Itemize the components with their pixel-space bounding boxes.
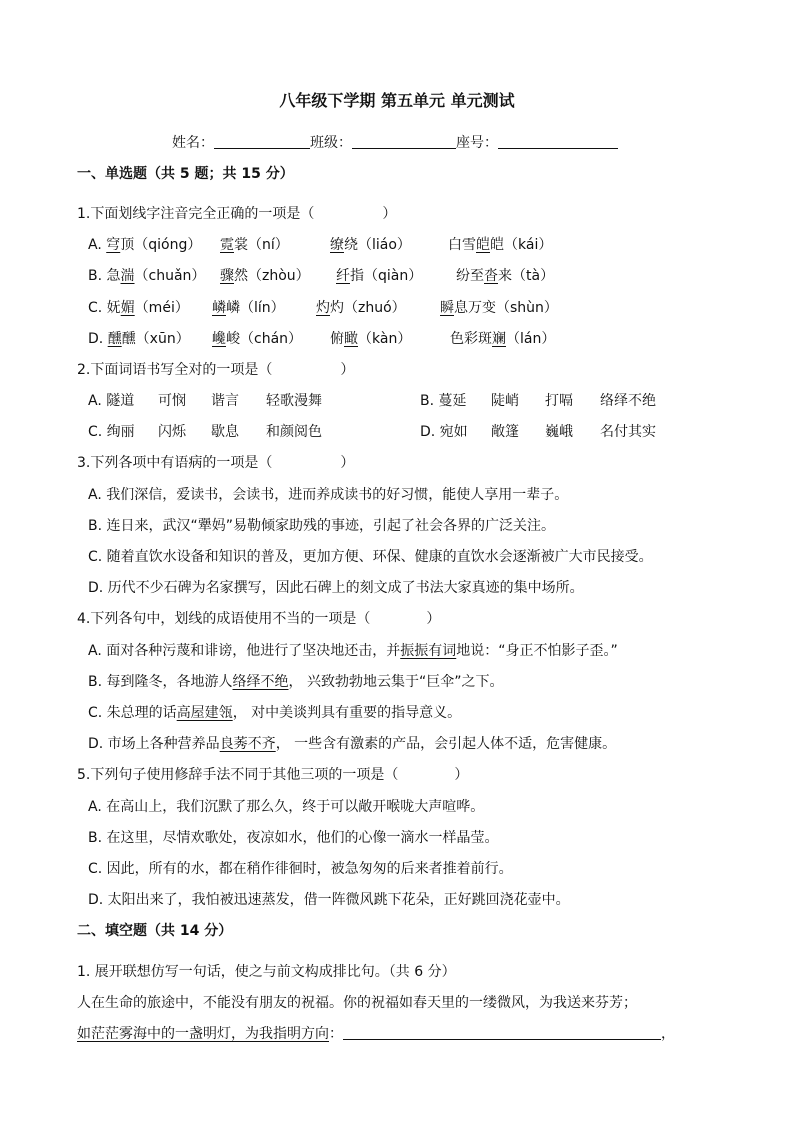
seat-blank[interactable]	[498, 134, 618, 149]
q1-a-2: 霓裳（ní）	[220, 237, 289, 253]
q3-stem: 3.下列各项中有语病的一项是（ ）	[77, 455, 355, 471]
q1-a-1: A. 穹顶（qióng）	[88, 237, 202, 253]
q2-word: 打嗝	[545, 393, 573, 409]
q2-word: 敞篷	[491, 424, 519, 440]
q2-stem: 2.下面词语书写全对的一项是（ ）	[77, 362, 355, 378]
q2-word: 可悯	[158, 393, 186, 409]
name-blank[interactable]	[214, 134, 310, 149]
section-1-heading: 一、单选题（共 5 题；共 15 分）	[77, 166, 294, 182]
q1-c-4: 瞬息万变（shùn）	[440, 300, 558, 316]
fill-q1-answer-blank[interactable]	[343, 1025, 661, 1040]
q2-word: 歇息	[211, 424, 239, 440]
q3-option-d: D. 历代不少石碑为名家撰写，因此石碑上的刻文成了书法大家真迹的集中场所。	[88, 580, 584, 596]
student-info	[172, 132, 618, 152]
q1-d-1: D. 醺醺（xūn）	[88, 331, 190, 347]
q4-stem: 4.下列各句中，划线的成语使用不当的一项是（ ）	[77, 611, 441, 627]
q5-option-a: A. 在高山上，我们沉默了那么久，终于可以敞开喉咙大声喧哗。	[88, 799, 485, 815]
q4-option-d: D. 市场上各种营养品良莠不齐， 一些含有激素的产品，会引起人体不适，危害健康。	[88, 736, 617, 752]
q3-option-a: A. 我们深信，爱读书，会读书，进而养成读书的好习惯，能使人享用一辈子。	[88, 487, 569, 503]
q3-option-b: B. 连日来，武汉“犟妈”易勒倾家助残的事迹，引起了社会各界的广泛关注。	[88, 518, 556, 534]
q5-stem: 5.下列句子使用修辞手法不同于其他三项的一项是（ ）	[77, 767, 469, 783]
q2-word: 轻歌漫舞	[266, 393, 322, 409]
q1-b-4: 纷至沓来（tà）	[456, 268, 555, 284]
q5-option-c: C. 因此，所有的水，都在稍作徘徊时，被急匆匆的后来者推着前行。	[88, 861, 513, 877]
q1-c-1: C. 妩媚（méi）	[88, 300, 189, 316]
q5-option-b: B. 在这里，尽情欢歌处，夜凉如水，他们的心像一滴水一样晶莹。	[88, 830, 499, 846]
q1-c-2: 嶙嶙（lín）	[212, 300, 285, 316]
fill-q1-stem: 1. 展开联想仿写一句话，使之与前文构成排比句。（共 6 分）	[77, 964, 456, 980]
q2-word: C. 绚丽	[88, 424, 135, 440]
q1-c-3: 灼灼（zhuó）	[316, 300, 406, 316]
class-label: 班级：	[310, 135, 352, 151]
q2-word: D. 宛如	[420, 424, 468, 440]
q2-word: A. 隧道	[88, 393, 135, 409]
fill-q1-line1: 人在生命的旅途中，不能没有朋友的祝福。你的祝福如春天里的一缕微风，为我送来芬芳；	[77, 995, 637, 1011]
q4-option-c: C. 朱总理的话高屋建瓴， 对中美谈判具有重要的指导意义。	[88, 705, 462, 721]
q2-word: 和颜阅色	[266, 424, 322, 440]
q2-word: 谐言	[211, 393, 239, 409]
q1-d-4: 色彩斑斓（lán）	[450, 331, 556, 347]
q4-option-a: A. 面对各种污蔑和诽谤，他进行了坚决地还击，并振振有词地说：“身正不怕影子歪。”	[88, 643, 618, 659]
q1-d-3: 俯瞰（kàn）	[330, 331, 412, 347]
q1-b-1: B. 急湍（chuǎn）	[88, 268, 206, 284]
q1-a-3: 缭绕（liáo）	[330, 237, 411, 253]
q4-option-b: B. 每到隆冬，各地游人络绎不绝， 兴致勃勃地云集于“巨伞”之下。	[88, 674, 504, 690]
q3-option-c: C. 随着直饮水设备和知识的普及，更加方便、环保、健康的直饮水会逐渐被广大市民接受。	[88, 549, 653, 565]
seat-label: 座号：	[456, 135, 498, 151]
q2-word: 陡峭	[491, 393, 519, 409]
name-label: 姓名：	[172, 135, 214, 151]
fill-q1-line2: 如茫茫雾海中的一盏明灯，为我指明方向： ，	[77, 1026, 675, 1042]
q2-word: 闪烁	[158, 424, 186, 440]
page-title: 八年级下学期 第五单元 单元测试	[279, 91, 515, 110]
q2-word: 络绎不绝	[600, 393, 656, 409]
q2-word: 巍峨	[545, 424, 573, 440]
section-2-heading: 二、填空题（共 14 分）	[77, 923, 233, 939]
q1-a-4: 白雪皑皑（kái）	[448, 237, 553, 253]
class-blank[interactable]	[352, 134, 456, 149]
q2-word: B. 蔓延	[420, 393, 467, 409]
q1-d-2: 巉峻（chán）	[212, 331, 303, 347]
q5-option-d: D. 太阳出来了，我怕被迅速蒸发，借一阵微风跳下花朵，正好跳回浇花壶中。	[88, 892, 570, 908]
q2-word: 名付其实	[600, 424, 656, 440]
q1-stem: 1.下面划线字注音完全正确的一项是（ ）	[77, 206, 397, 222]
q1-b-2: 骤然（zhòu）	[220, 268, 310, 284]
q1-b-3: 纤指（qiàn）	[336, 268, 423, 284]
